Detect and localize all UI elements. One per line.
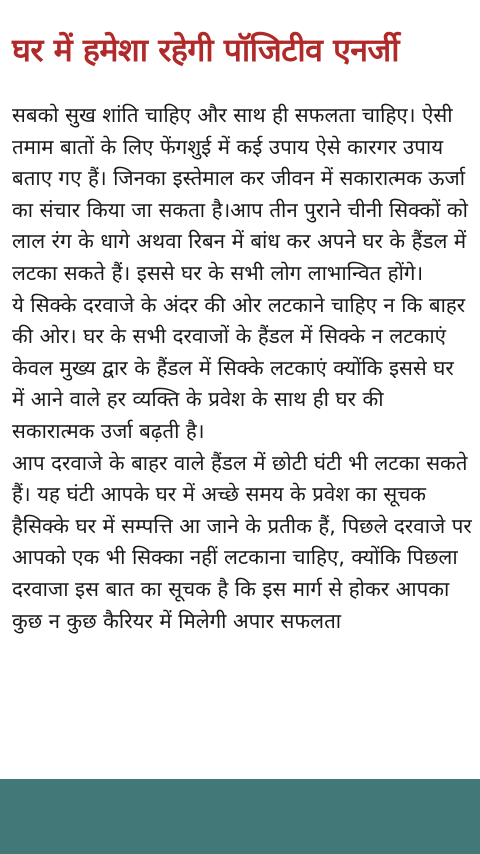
article-paragraph: सबको सुख शांति चाहिए और साथ ही सफलता चाहिए। ऐसी तमाम बातों के लिए फेंगशुई में कई उपाय ऐसे कारगर उपाय बताए गए हैं। जिनका इस्तेमाल कर जीवन में सकारात्मक ऊर्जा का संचार किया जा सकता है।आप तीन पुराने चीनी सिक्कों को लाल रंग के धागे अथवा रिबन में बांध कर अपने घर के हैंडल में लटका सकते हैं। इससे घर के सभी लोग लाभान्वित होंगे। <box>12 103 468 285</box>
page-title: घर में हमेशा रहेगी पॉजिटीव एनर्जी <box>12 31 400 69</box>
bottom-banner-bar[interactable] <box>0 779 480 854</box>
article-paragraph: आप दरवाजे के बाहर वाले हैंडल में छोटी घंटी भी लटका सकते हैं। यह घंटी आपके घर में अच्छे समय के प्रवेश का सूचक हैसिक्के घर में सम्पत्ति आ जाने के प्रतीक हैं, पिछले दरवाजे पर आपको एक भी सिक्का नहीं लटकाना चाहिए, क्योंकि पिछला दरवाजा इस बात का सूचक है कि इस मार्ग से होकर आपका कुछ न कुछ कैरियर में मिलेगी अपार सफलता <box>12 450 472 633</box>
article-paragraph: ये सिक्के दरवाजे के अंदर की ओर लटकाने चाहिए न कि बाहर की ओर। घर के सभी दरवाजों के हैंडल में सिक्के न लटकाएं केवल मुख्य द्वार के हैंडल में सिक्के लटकाएं क्योंकि इससे घर में आने वाले हर व्यक्ति के प्रवेश के साथ ही घर की सकारात्मक उर्जा बढ़ती है। <box>12 292 466 443</box>
article-body[interactable] <box>12 100 472 778</box>
